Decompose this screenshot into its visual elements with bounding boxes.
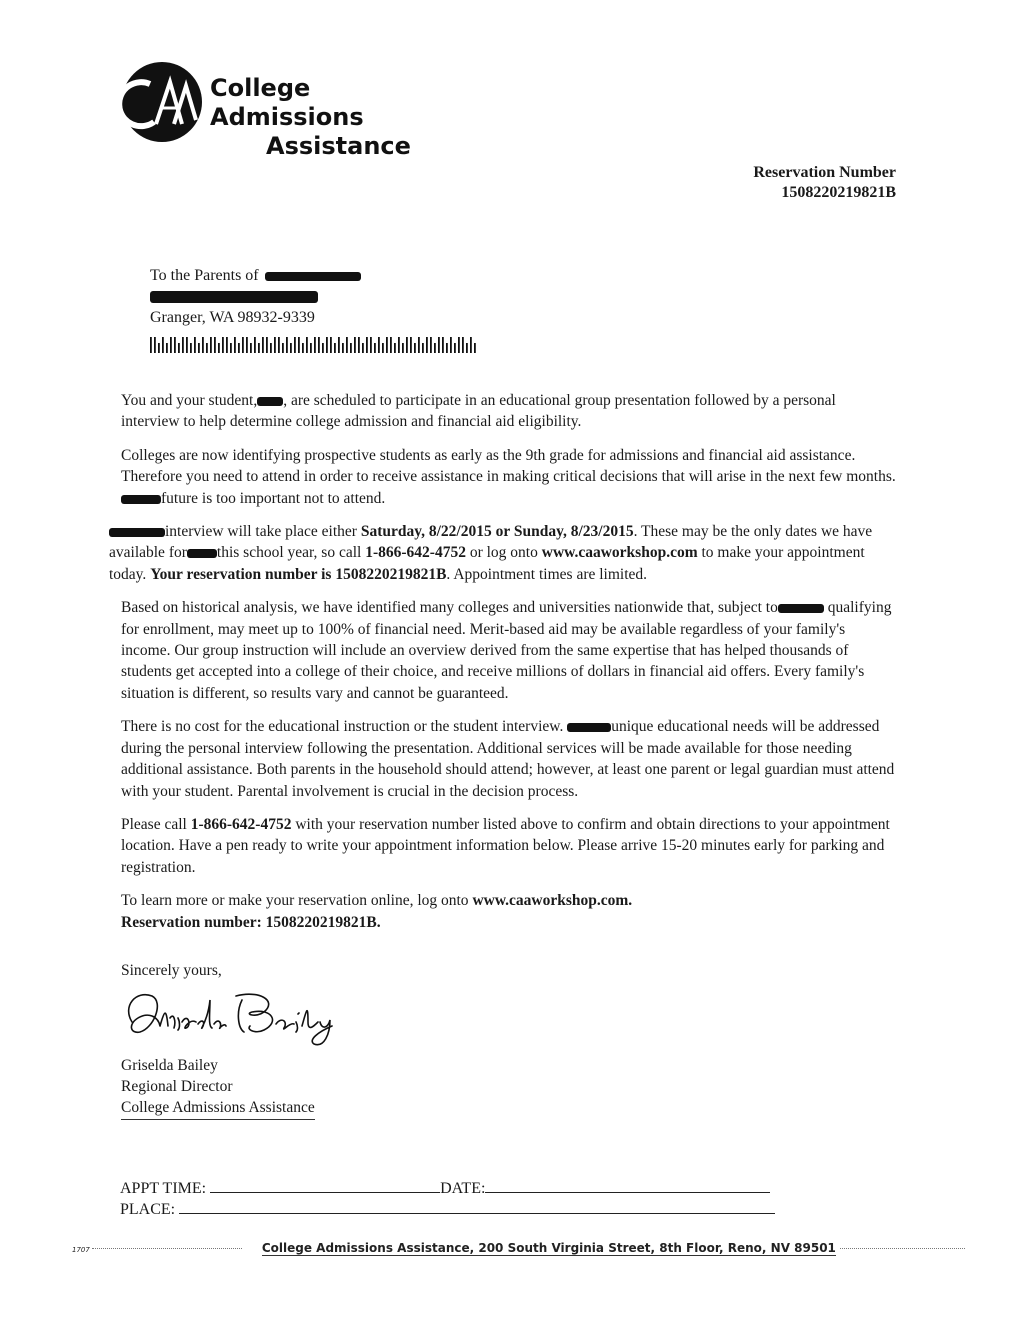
barcode-bar: [330, 337, 332, 353]
postal-barcode: [150, 337, 480, 353]
barcode-bar: [198, 343, 200, 353]
barcode-bar: [442, 337, 444, 353]
barcode-bar: [246, 337, 248, 353]
barcode-bar: [426, 337, 428, 353]
barcode-bar: [474, 343, 476, 353]
barcode-bar: [326, 337, 328, 353]
footer: [72, 1240, 892, 1258]
redaction-mark: [257, 397, 283, 406]
redaction-mark: [265, 272, 361, 281]
barcode-bar: [298, 337, 300, 353]
barcode-bar: [414, 343, 416, 353]
barcode-bar: [254, 337, 256, 353]
company-logo: [120, 60, 460, 160]
barcode-bar: [454, 343, 456, 353]
barcode-bar: [322, 343, 324, 353]
barcode-bar: [274, 337, 276, 353]
barcode-bar: [362, 343, 364, 353]
barcode-bar: [218, 343, 220, 353]
barcode-bar: [214, 337, 216, 353]
p6-text-b: with your reservation number listed above to confirm and obtain directions to your appointment location. Have a pen ready to write your appointment information below. Please arrive 15-20 minutes early for parking and registration.: [121, 815, 890, 876]
p7-text-a: To learn more or make your reservation online, log onto: [121, 892, 469, 910]
barcode-bar: [466, 343, 468, 353]
barcode-bar: [382, 343, 384, 353]
barcode-bar: [302, 343, 304, 353]
barcode-bar: [318, 337, 320, 353]
barcode-bar: [210, 337, 212, 353]
appt-date-field[interactable]: [485, 1178, 770, 1193]
appt-time-label: APPT TIME:: [120, 1180, 207, 1197]
footer-rule-right: [840, 1248, 965, 1249]
barcode-bar: [166, 343, 168, 353]
barcode-bar: [266, 337, 268, 353]
address-line-1: [150, 265, 361, 286]
recipient-address: [150, 265, 361, 328]
signer-organization: College Admissions Assistance: [121, 1097, 315, 1120]
interview-dates: Saturday, 8/22/2015 or Sunday, 8/23/2015: [360, 523, 634, 541]
redaction-mark: [778, 604, 824, 613]
barcode-bar: [366, 337, 368, 353]
p5-text-b: unique educational needs will be addressed during the personal interview following the presentation. Additional services will be made available for those needing additional assistance. Both parents in the household should attend; however, at least one parent or legal guardian must attend with your student. Parental involvement is crucial in the decision process.: [121, 718, 895, 800]
barcode-bar: [238, 343, 240, 353]
p6-text-a: Please call: [121, 815, 187, 833]
signature-block: [121, 1055, 315, 1120]
barcode-bar: [162, 337, 164, 353]
paragraph-5: [121, 716, 896, 802]
p5-text-a: There is no cost for the educational instruction or the student interview.: [121, 718, 564, 736]
paragraph-1: [121, 390, 896, 433]
barcode-bar: [230, 343, 232, 353]
redaction-mark: [121, 495, 161, 504]
barcode-bar: [434, 343, 436, 353]
barcode-bar: [194, 337, 196, 353]
p4-text-a: Based on historical analysis, we have identified many colleges and universities nationwide that, subject to: [121, 599, 778, 617]
barcode-bar: [282, 343, 284, 353]
barcode-bar: [398, 337, 400, 353]
barcode-bar: [378, 337, 380, 353]
signer-name: Griselda Bailey: [121, 1057, 218, 1074]
address-line-2: [150, 286, 361, 307]
barcode-bar: [182, 337, 184, 353]
website-link: www.caaworkshop.com: [541, 544, 698, 562]
paragraph-2: [121, 445, 896, 509]
phone-number: 1-866-642-4752: [190, 815, 292, 833]
barcode-bar: [422, 343, 424, 353]
p3-text-b: . These may be the only dates we have available for: [109, 523, 873, 562]
barcode-bar: [158, 343, 160, 353]
barcode-bar: [258, 343, 260, 353]
p4-text-b: qualifying for enrollment, may meet up to 100% of financial need. Merit-based aid may be available regardless of your family's income. Our group instruction will include an overview derived from the same expertise that has helped thousands of students get accepted into a college of their choice, and receive millions of dollars in financial aid offers. Every family's situation is different, so results vary and cannot be guaranteed.: [121, 599, 892, 702]
website-link: www.caaworkshop.com.: [472, 892, 633, 910]
reservation-label: Reservation Number: [753, 164, 896, 181]
paragraph-3: [109, 521, 896, 585]
barcode-bar: [334, 343, 336, 353]
barcode-bar: [450, 337, 452, 353]
logo-wordmark: [210, 74, 460, 161]
redaction-mark: [187, 549, 217, 558]
address-city-line: Granger, WA 98932-9339: [150, 309, 315, 326]
footer-address: College Admissions Assistance, 200 South Virginia Street, 8th Floor, Reno, NV 89501: [261, 1241, 836, 1255]
appointment-form: [120, 1178, 775, 1220]
closing-salutation: Sincerely yours,: [121, 962, 222, 979]
barcode-bar: [342, 343, 344, 353]
barcode-bar: [374, 343, 376, 353]
barcode-bar: [354, 337, 356, 353]
barcode-bar: [346, 337, 348, 353]
reservation-number: 1508220219821B: [781, 184, 896, 201]
barcode-bar: [226, 337, 228, 353]
phone-number: 1-866-642-4752: [365, 544, 466, 562]
appt-place-label: PLACE:: [120, 1201, 176, 1218]
barcode-bar: [314, 337, 316, 353]
p3-text-a: interview will take place either: [165, 523, 357, 541]
barcode-bar: [294, 337, 296, 353]
reservation-sentence: Reservation number: 1508220219821B.: [121, 913, 381, 931]
barcode-bar: [358, 337, 360, 353]
logo-line-1: College Admissions: [210, 74, 364, 131]
footer-rule-left: [92, 1248, 242, 1249]
barcode-bar: [390, 337, 392, 353]
barcode-bar: [410, 337, 412, 353]
appt-time-row: [120, 1178, 775, 1199]
barcode-bar: [178, 343, 180, 353]
p2-text-a: Colleges are now identifying prospective students as early as the 9th grade for admissions and financial aid assistance. Therefore you need to attend in order to receive assistance in making critical decisions that will arise in the next few months.: [121, 446, 896, 486]
p3-text-c: this school year, so call: [216, 544, 362, 562]
appt-place-row: [120, 1199, 775, 1220]
barcode-bar: [222, 337, 224, 353]
p2-text-b: future is too important not to attend.: [161, 489, 386, 507]
barcode-bar: [394, 343, 396, 353]
barcode-bar: [386, 337, 388, 353]
barcode-bar: [286, 337, 288, 353]
paragraph-7: [121, 890, 896, 933]
handwritten-signature: [118, 982, 358, 1052]
barcode-bar: [174, 337, 176, 353]
address-prefix: To the Parents of: [150, 267, 259, 284]
p3-text-d: or log onto: [469, 544, 538, 562]
reservation-block: [753, 163, 896, 203]
barcode-bar: [234, 337, 236, 353]
barcode-bar: [438, 337, 440, 353]
reservation-sentence: Your reservation number is 1508220219821B: [150, 565, 447, 583]
p3-text-e: to make your appointment today.: [109, 544, 865, 583]
barcode-bar: [154, 337, 156, 353]
barcode-bar: [430, 337, 432, 353]
barcode-bar: [418, 337, 420, 353]
appt-date-label: DATE:: [440, 1180, 486, 1197]
barcode-bar: [402, 343, 404, 353]
p1-text-b: , are scheduled to participate in an educational group presentation followed by a personal interview to help determine college admission and financial aid eligibility.: [121, 392, 836, 431]
barcode-bar: [278, 337, 280, 353]
barcode-bar: [338, 337, 340, 353]
redaction-mark: [150, 291, 318, 303]
p3-text-f: . Appointment times are limited.: [446, 565, 648, 583]
barcode-bar: [370, 337, 372, 353]
barcode-bar: [290, 343, 292, 353]
barcode-bar: [446, 343, 448, 353]
appt-place-field[interactable]: [179, 1199, 775, 1214]
caa-logo-icon: [120, 60, 204, 144]
paragraph-6: [121, 814, 896, 878]
barcode-bar: [458, 337, 460, 353]
barcode-bar: [270, 343, 272, 353]
barcode-bar: [306, 337, 308, 353]
barcode-bar: [470, 337, 472, 353]
barcode-bar: [406, 337, 408, 353]
barcode-bar: [310, 343, 312, 353]
barcode-bar: [170, 337, 172, 353]
barcode-bar: [250, 343, 252, 353]
barcode-bar: [350, 343, 352, 353]
logo-line-2: Assistance: [266, 132, 411, 160]
barcode-bar: [186, 337, 188, 353]
appt-time-field[interactable]: [210, 1178, 440, 1193]
footer-code: 1707: [72, 1246, 90, 1254]
redaction-mark: [109, 528, 165, 537]
barcode-bar: [190, 343, 192, 353]
barcode-bar: [242, 337, 244, 353]
barcode-bar: [202, 337, 204, 353]
paragraph-4: [121, 597, 896, 704]
signer-title: Regional Director: [121, 1078, 233, 1095]
barcode-bar: [262, 337, 264, 353]
letter-body: [109, 390, 896, 933]
barcode-bar: [150, 337, 152, 353]
redaction-mark: [567, 723, 611, 732]
barcode-bar: [462, 337, 464, 353]
barcode-bar: [206, 343, 208, 353]
p1-text-a: You and your student,: [121, 392, 258, 409]
